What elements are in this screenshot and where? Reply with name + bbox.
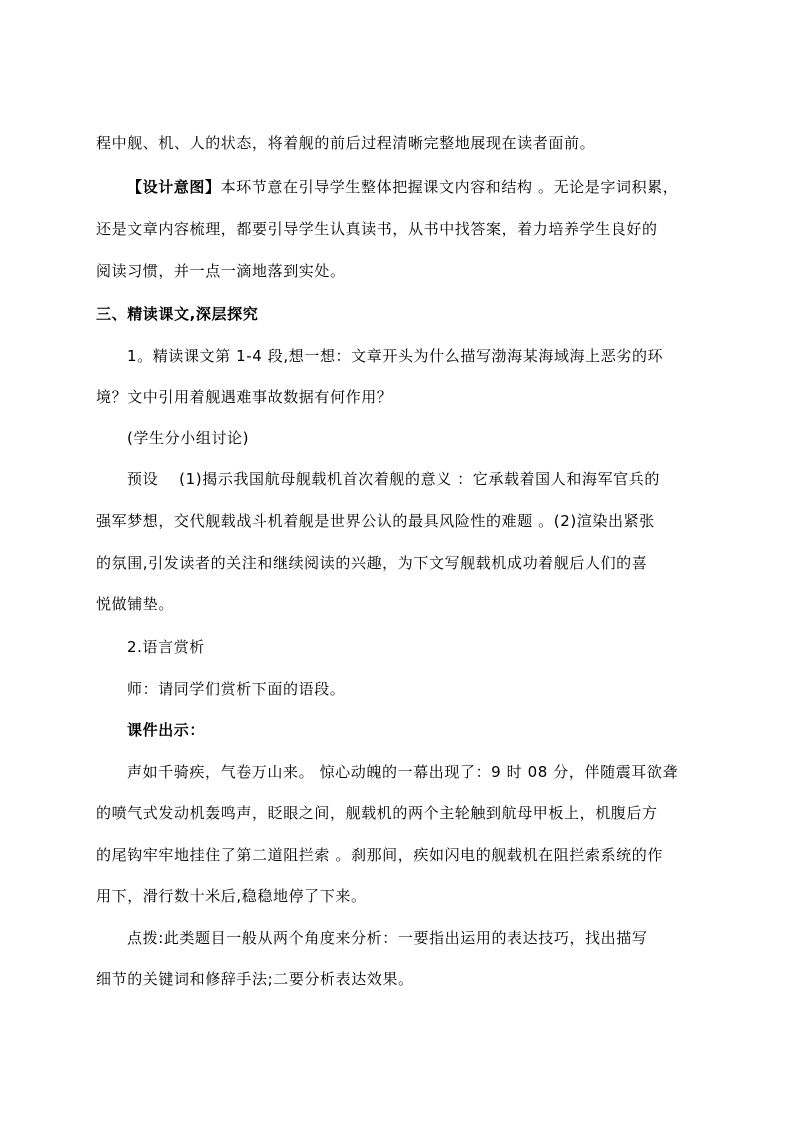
preset-line-4: 悦做铺垫。 (96, 595, 175, 613)
preset-line-3: 的氛围,引发读者的关注和继续阅读的兴趣，为下文写舰载机成功着舰后人们的喜 (96, 554, 648, 572)
design-intent-label: 【设计意图】 (127, 178, 221, 196)
guidance-line-1: 点拨:此类题目一般从两个角度来分析：一要指出运用的表达技巧，找出描写 (127, 929, 648, 947)
preset-line-2: 强军梦想，交代舰载战斗机着舰是世界公认的最具风险性的难题 。(2)渲染出紧张 (96, 512, 655, 530)
design-intent-line-3: 阅读习惯，并一点一滴地落到实处。 (96, 262, 346, 280)
question-1-line-1: 1。精读课文第 1-4 段,想一想：文章开头为什么描写渤海某海域海上恶劣的环 (127, 347, 664, 365)
question-1-line-2: 境？文中引用着舰遇难事故数据有何作用？ (96, 388, 393, 406)
design-intent-text: 本环节意在引导学生整体把握课文内容和结构 。无论是字词积累， (220, 178, 679, 196)
passage-line-1: 声如千骑疾，气卷万山来。 惊心动魄的一幕出现了：9 时 08 分，伴随震耳欲聋 (127, 763, 679, 781)
section-heading: 三、精读课文,深层探究 (96, 305, 259, 323)
design-intent-line-2: 还是文章内容梳理，都要引导学生认真读书，从书中找答案，着力培养学生良好的 (96, 220, 658, 238)
group-discussion-note: (学生分小组讨论) (127, 429, 250, 447)
passage-line-2: 的喷气式发动机轰鸣声，眨眼之间，舰载机的两个主轮触到航母甲板上，机腹后方 (96, 804, 658, 822)
paragraph-continuation-line: 程中舰、机、人的状态，将着舰的前后过程清晰完整地展现在读者面前。 (96, 134, 596, 152)
courseware-label: 课件出示： (127, 721, 206, 739)
passage-line-3: 的尾钩牢牢地挂住了第二道阻拦索 。刹那间，疾如闪电的舰载机在阻拦索系统的作 (96, 846, 663, 864)
guidance-line-2: 细节的关键词和修辞手法;二要分析表达效果。 (96, 970, 414, 988)
item-2-heading: 2.语言赏析 (127, 638, 205, 656)
design-intent-line-1 (127, 177, 678, 197)
passage-line-4: 用下，滑行数十米后,稳稳地停了下来。 (96, 887, 367, 905)
preset-line-1: 预设 (1)揭示我国航母舰载机首次着舰的意义 ：它承载着国人和海军官兵的 (127, 470, 660, 488)
teacher-instruction: 师：请同学们赏析下面的语段。 (127, 680, 346, 698)
